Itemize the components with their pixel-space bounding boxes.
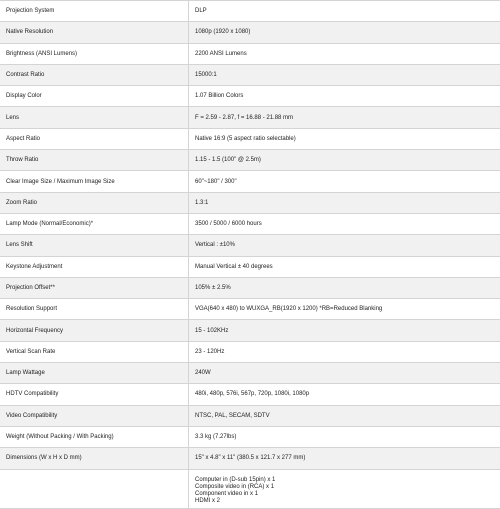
spec-label: Brightness (ANSI Lumens) bbox=[0, 43, 189, 64]
spec-label: Projection System bbox=[0, 1, 189, 22]
spec-row bbox=[0, 235, 500, 256]
spec-value: DLP bbox=[189, 1, 500, 22]
spec-value: 1.15 - 1.5 (100" @ 2.5m) bbox=[189, 150, 500, 171]
io-line: Composite video in (RCA) x 1 bbox=[195, 484, 500, 491]
spec-label: Weight (Without Packing / With Packing) bbox=[0, 426, 189, 447]
spec-label: Contrast Ratio bbox=[0, 64, 189, 85]
spec-row bbox=[0, 22, 500, 43]
spec-row bbox=[0, 277, 500, 298]
spec-label: Lens bbox=[0, 107, 189, 128]
spec-label: Dimensions (W x H x D mm) bbox=[0, 448, 189, 469]
spec-value: 1.3:1 bbox=[189, 192, 500, 213]
spec-label: Clear Image Size / Maximum Image Size bbox=[0, 171, 189, 192]
spec-value: 3500 / 5000 / 6000 hours bbox=[189, 213, 500, 234]
spec-label: Vertical Scan Rate bbox=[0, 341, 189, 362]
spec-value: 240W bbox=[189, 363, 500, 384]
spec-label: Display Color bbox=[0, 86, 189, 107]
spec-value: 3.3 kg (7.27lbs) bbox=[189, 426, 500, 447]
spec-label: HDTV Compatibility bbox=[0, 384, 189, 405]
spec-value: Manual Vertical ± 40 degrees bbox=[189, 256, 500, 277]
spec-row bbox=[0, 256, 500, 277]
spec-row bbox=[0, 405, 500, 426]
spec-value: 60"~180" / 300" bbox=[189, 171, 500, 192]
spec-row bbox=[0, 448, 500, 469]
spec-value: 2200 ANSI Lumens bbox=[189, 43, 500, 64]
spec-row bbox=[0, 341, 500, 362]
io-line: Computer in (D-sub 15pin) x 1 bbox=[195, 477, 500, 484]
spec-label: Throw Ratio bbox=[0, 150, 189, 171]
spec-value: Native 16:9 (5 aspect ratio selectable) bbox=[189, 128, 500, 149]
spec-row bbox=[0, 150, 500, 171]
spec-value: 105% ± 2.5% bbox=[189, 277, 500, 298]
spec-label: Horizontal Frequency bbox=[0, 320, 189, 341]
spec-label: Keystone Adjustment bbox=[0, 256, 189, 277]
spec-value: 15" x 4.8" x 11" (380.5 x 121.7 x 277 mm) bbox=[189, 448, 500, 469]
spec-label: Lamp Wattage bbox=[0, 363, 189, 384]
spec-row bbox=[0, 86, 500, 107]
spec-row bbox=[0, 192, 500, 213]
spec-row bbox=[0, 426, 500, 447]
spec-value: 1080p (1920 x 1080) bbox=[189, 22, 500, 43]
spec-value: 480i, 480p, 576i, 567p, 720p, 1080i, 1080p bbox=[189, 384, 500, 405]
spec-row bbox=[0, 320, 500, 341]
io-line: HDMI x 2 bbox=[195, 498, 500, 505]
spec-row bbox=[0, 128, 500, 149]
spec-value: F = 2.59 - 2.87, f = 16.88 - 21.88 mm bbox=[189, 107, 500, 128]
spec-value: 15 - 102KHz bbox=[189, 320, 500, 341]
spec-row bbox=[0, 384, 500, 405]
spec-label: Resolution Support bbox=[0, 299, 189, 320]
spec-label: Video Compatibility bbox=[0, 405, 189, 426]
spec-row bbox=[0, 1, 500, 22]
io-line: Component video in x 1 bbox=[195, 491, 500, 498]
spec-row bbox=[0, 64, 500, 85]
spec-value: 15000:1 bbox=[189, 64, 500, 85]
spec-value: VGA(640 x 480) to WUXGA_RB(1920 x 1200) *RB=Reduced Blanking bbox=[189, 299, 500, 320]
spec-label: Lens Shift bbox=[0, 235, 189, 256]
spec-label: Lamp Mode (Normal/Economic)* bbox=[0, 213, 189, 234]
spec-label: Zoom Ratio bbox=[0, 192, 189, 213]
spec-row bbox=[0, 43, 500, 64]
spec-row bbox=[0, 213, 500, 234]
spec-value: 23 - 120Hz bbox=[189, 341, 500, 362]
spec-value: 1.07 Billion Colors bbox=[189, 86, 500, 107]
spec-label: Projection Offset** bbox=[0, 277, 189, 298]
spec-label: Native Resolution bbox=[0, 22, 189, 43]
spec-label: Aspect Ratio bbox=[0, 128, 189, 149]
spec-row bbox=[0, 107, 500, 128]
spec-row bbox=[0, 363, 500, 384]
spec-row bbox=[0, 171, 500, 192]
spec-value: NTSC, PAL, SECAM, SDTV bbox=[189, 405, 500, 426]
spec-value: Vertical : ±10% bbox=[189, 235, 500, 256]
spec-row bbox=[0, 299, 500, 320]
